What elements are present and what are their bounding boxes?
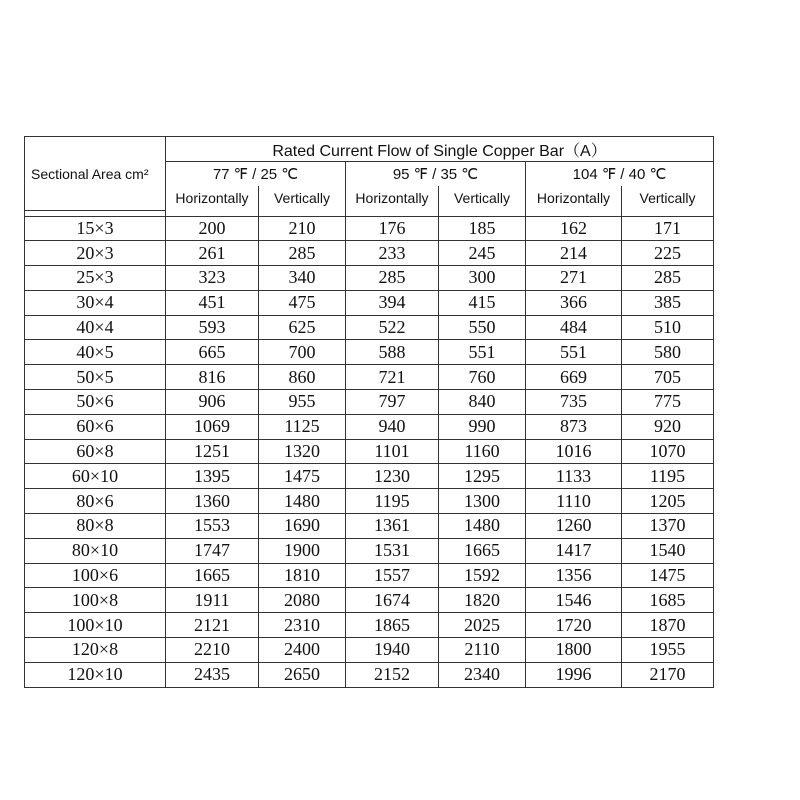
current-value-cell: 1674 xyxy=(346,588,439,613)
current-value-cell: 940 xyxy=(346,414,439,439)
current-value-cell: 245 xyxy=(439,241,526,266)
current-value-cell: 700 xyxy=(259,340,346,365)
current-value-cell: 1480 xyxy=(439,514,526,539)
bar-size-cell: 40×4 xyxy=(25,315,166,340)
bar-size-cell: 100×6 xyxy=(25,563,166,588)
current-value-cell: 2025 xyxy=(439,613,526,638)
current-value-cell: 1475 xyxy=(622,563,714,588)
current-value-cell: 484 xyxy=(526,315,622,340)
current-value-cell: 1940 xyxy=(346,638,439,663)
current-value-cell: 873 xyxy=(526,414,622,439)
current-value-cell: 1747 xyxy=(166,538,259,563)
current-value-cell: 2110 xyxy=(439,638,526,663)
bar-size-cell: 30×4 xyxy=(25,290,166,315)
table-row xyxy=(25,241,714,266)
current-value-cell: 1361 xyxy=(346,514,439,539)
current-value-cell: 2121 xyxy=(166,613,259,638)
current-value-cell: 665 xyxy=(166,340,259,365)
table-row xyxy=(25,514,714,539)
current-value-cell: 1665 xyxy=(166,563,259,588)
temp-header-40c: 104 ℉ / 40 ℃ xyxy=(526,162,714,187)
bar-size-cell: 100×10 xyxy=(25,613,166,638)
table-row xyxy=(25,414,714,439)
current-value-cell: 1133 xyxy=(526,464,622,489)
current-value-cell: 233 xyxy=(346,241,439,266)
current-value-cell: 200 xyxy=(166,216,259,241)
bar-size-cell: 80×10 xyxy=(25,538,166,563)
current-value-cell: 2400 xyxy=(259,638,346,663)
bar-size-cell: 50×5 xyxy=(25,365,166,390)
current-value-cell: 760 xyxy=(439,365,526,390)
temp-header-25c: 77 ℉ / 25 ℃ xyxy=(166,162,346,187)
copper-bar-current-table xyxy=(24,136,714,688)
current-value-cell: 906 xyxy=(166,390,259,415)
current-value-cell: 721 xyxy=(346,365,439,390)
current-value-cell: 860 xyxy=(259,365,346,390)
table-row xyxy=(25,563,714,588)
bar-size-cell: 60×8 xyxy=(25,439,166,464)
bar-size-cell: 80×6 xyxy=(25,489,166,514)
table-row xyxy=(25,538,714,563)
current-value-cell: 797 xyxy=(346,390,439,415)
bar-size-cell: 80×8 xyxy=(25,514,166,539)
current-value-cell: 1531 xyxy=(346,538,439,563)
table-row xyxy=(25,489,714,514)
current-value-cell: 588 xyxy=(346,340,439,365)
current-value-cell: 1870 xyxy=(622,613,714,638)
current-value-cell: 366 xyxy=(526,290,622,315)
current-value-cell: 775 xyxy=(622,390,714,415)
orientation-vertical-40c: Vertically xyxy=(622,186,714,210)
orientation-vertical-35c: Vertically xyxy=(439,186,526,210)
current-value-cell: 1360 xyxy=(166,489,259,514)
current-value-cell: 990 xyxy=(439,414,526,439)
current-value-cell: 1016 xyxy=(526,439,622,464)
current-value-cell: 1480 xyxy=(259,489,346,514)
current-value-cell: 162 xyxy=(526,216,622,241)
corner-cell xyxy=(25,137,166,162)
current-value-cell: 1230 xyxy=(346,464,439,489)
current-value-cell: 1911 xyxy=(166,588,259,613)
current-value-cell: 285 xyxy=(622,266,714,291)
current-value-cell: 1069 xyxy=(166,414,259,439)
temperature-row xyxy=(25,162,714,187)
title-row xyxy=(25,137,714,162)
table-row xyxy=(25,588,714,613)
current-value-cell: 1205 xyxy=(622,489,714,514)
temp-header-35c: 95 ℉ / 35 ℃ xyxy=(346,162,526,187)
table-row xyxy=(25,464,714,489)
current-value-cell: 1690 xyxy=(259,514,346,539)
bar-size-cell: 120×8 xyxy=(25,638,166,663)
current-value-cell: 551 xyxy=(439,340,526,365)
current-value-cell: 840 xyxy=(439,390,526,415)
current-value-cell: 210 xyxy=(259,216,346,241)
bar-size-cell: 100×8 xyxy=(25,588,166,613)
current-value-cell: 1955 xyxy=(622,638,714,663)
current-value-cell: 1195 xyxy=(622,464,714,489)
current-value-cell: 385 xyxy=(622,290,714,315)
current-value-cell: 271 xyxy=(526,266,622,291)
current-value-cell: 705 xyxy=(622,365,714,390)
current-value-cell: 955 xyxy=(259,390,346,415)
current-value-cell: 2080 xyxy=(259,588,346,613)
current-value-cell: 522 xyxy=(346,315,439,340)
current-value-cell: 1800 xyxy=(526,638,622,663)
current-value-cell: 2210 xyxy=(166,638,259,663)
table-row xyxy=(25,266,714,291)
current-value-cell: 510 xyxy=(622,315,714,340)
bar-size-cell: 40×5 xyxy=(25,340,166,365)
current-value-cell: 340 xyxy=(259,266,346,291)
current-value-cell: 1125 xyxy=(259,414,346,439)
table-title: Rated Current Flow of Single Copper Bar（A） xyxy=(166,137,714,162)
bar-size-cell: 120×10 xyxy=(25,662,166,687)
current-value-cell: 1900 xyxy=(259,538,346,563)
current-value-cell: 1195 xyxy=(346,489,439,514)
current-value-cell: 285 xyxy=(259,241,346,266)
sectional-area-header: Sectional Area cm² xyxy=(25,162,166,211)
current-value-cell: 920 xyxy=(622,414,714,439)
current-value-cell: 1685 xyxy=(622,588,714,613)
current-value-cell: 475 xyxy=(259,290,346,315)
current-value-cell: 2152 xyxy=(346,662,439,687)
current-value-cell: 1370 xyxy=(622,514,714,539)
current-value-cell: 669 xyxy=(526,365,622,390)
current-value-cell: 1720 xyxy=(526,613,622,638)
current-value-cell: 1820 xyxy=(439,588,526,613)
current-value-cell: 1540 xyxy=(622,538,714,563)
current-value-cell: 176 xyxy=(346,216,439,241)
current-value-cell: 394 xyxy=(346,290,439,315)
current-value-cell: 1665 xyxy=(439,538,526,563)
bar-size-cell: 20×3 xyxy=(25,241,166,266)
current-value-cell: 451 xyxy=(166,290,259,315)
bar-size-cell: 15×3 xyxy=(25,216,166,241)
bar-size-cell: 60×6 xyxy=(25,414,166,439)
current-value-cell: 1475 xyxy=(259,464,346,489)
table-row xyxy=(25,315,714,340)
current-value-cell: 1251 xyxy=(166,439,259,464)
current-value-cell: 593 xyxy=(166,315,259,340)
orientation-horizontal-35c: Horizontally xyxy=(346,186,439,210)
orientation-horizontal-25c: Horizontally xyxy=(166,186,259,210)
current-value-cell: 2170 xyxy=(622,662,714,687)
current-value-cell: 2435 xyxy=(166,662,259,687)
current-value-cell: 1810 xyxy=(259,563,346,588)
current-value-cell: 285 xyxy=(346,266,439,291)
bar-size-cell: 25×3 xyxy=(25,266,166,291)
current-value-cell: 816 xyxy=(166,365,259,390)
current-value-cell: 300 xyxy=(439,266,526,291)
current-value-cell: 1320 xyxy=(259,439,346,464)
orientation-horizontal-40c: Horizontally xyxy=(526,186,622,210)
current-value-cell: 1356 xyxy=(526,563,622,588)
current-value-cell: 1553 xyxy=(166,514,259,539)
current-value-cell: 415 xyxy=(439,290,526,315)
table-row xyxy=(25,390,714,415)
current-value-cell: 1101 xyxy=(346,439,439,464)
current-value-cell: 2340 xyxy=(439,662,526,687)
orientation-vertical-25c: Vertically xyxy=(259,186,346,210)
bar-size-cell: 50×6 xyxy=(25,390,166,415)
table-row xyxy=(25,439,714,464)
current-value-cell: 1996 xyxy=(526,662,622,687)
table-row xyxy=(25,613,714,638)
current-value-cell: 1110 xyxy=(526,489,622,514)
current-value-cell: 551 xyxy=(526,340,622,365)
current-value-cell: 1160 xyxy=(439,439,526,464)
current-value-cell: 185 xyxy=(439,216,526,241)
current-value-cell: 2650 xyxy=(259,662,346,687)
table-row xyxy=(25,216,714,241)
table-row xyxy=(25,662,714,687)
current-value-cell: 323 xyxy=(166,266,259,291)
current-value-cell: 1546 xyxy=(526,588,622,613)
current-value-cell: 1395 xyxy=(166,464,259,489)
current-value-cell: 1417 xyxy=(526,538,622,563)
table-row xyxy=(25,340,714,365)
current-value-cell: 1260 xyxy=(526,514,622,539)
current-value-cell: 550 xyxy=(439,315,526,340)
table-row xyxy=(25,290,714,315)
current-value-cell: 735 xyxy=(526,390,622,415)
current-value-cell: 261 xyxy=(166,241,259,266)
current-value-cell: 1865 xyxy=(346,613,439,638)
current-value-cell: 1557 xyxy=(346,563,439,588)
current-value-cell: 1592 xyxy=(439,563,526,588)
current-value-cell: 580 xyxy=(622,340,714,365)
current-value-cell: 214 xyxy=(526,241,622,266)
table-row xyxy=(25,365,714,390)
current-value-cell: 1070 xyxy=(622,439,714,464)
current-value-cell: 625 xyxy=(259,315,346,340)
current-value-cell: 1295 xyxy=(439,464,526,489)
current-value-cell: 2310 xyxy=(259,613,346,638)
table-row xyxy=(25,638,714,663)
current-value-cell: 171 xyxy=(622,216,714,241)
bar-size-cell: 60×10 xyxy=(25,464,166,489)
current-value-cell: 1300 xyxy=(439,489,526,514)
current-value-cell: 225 xyxy=(622,241,714,266)
